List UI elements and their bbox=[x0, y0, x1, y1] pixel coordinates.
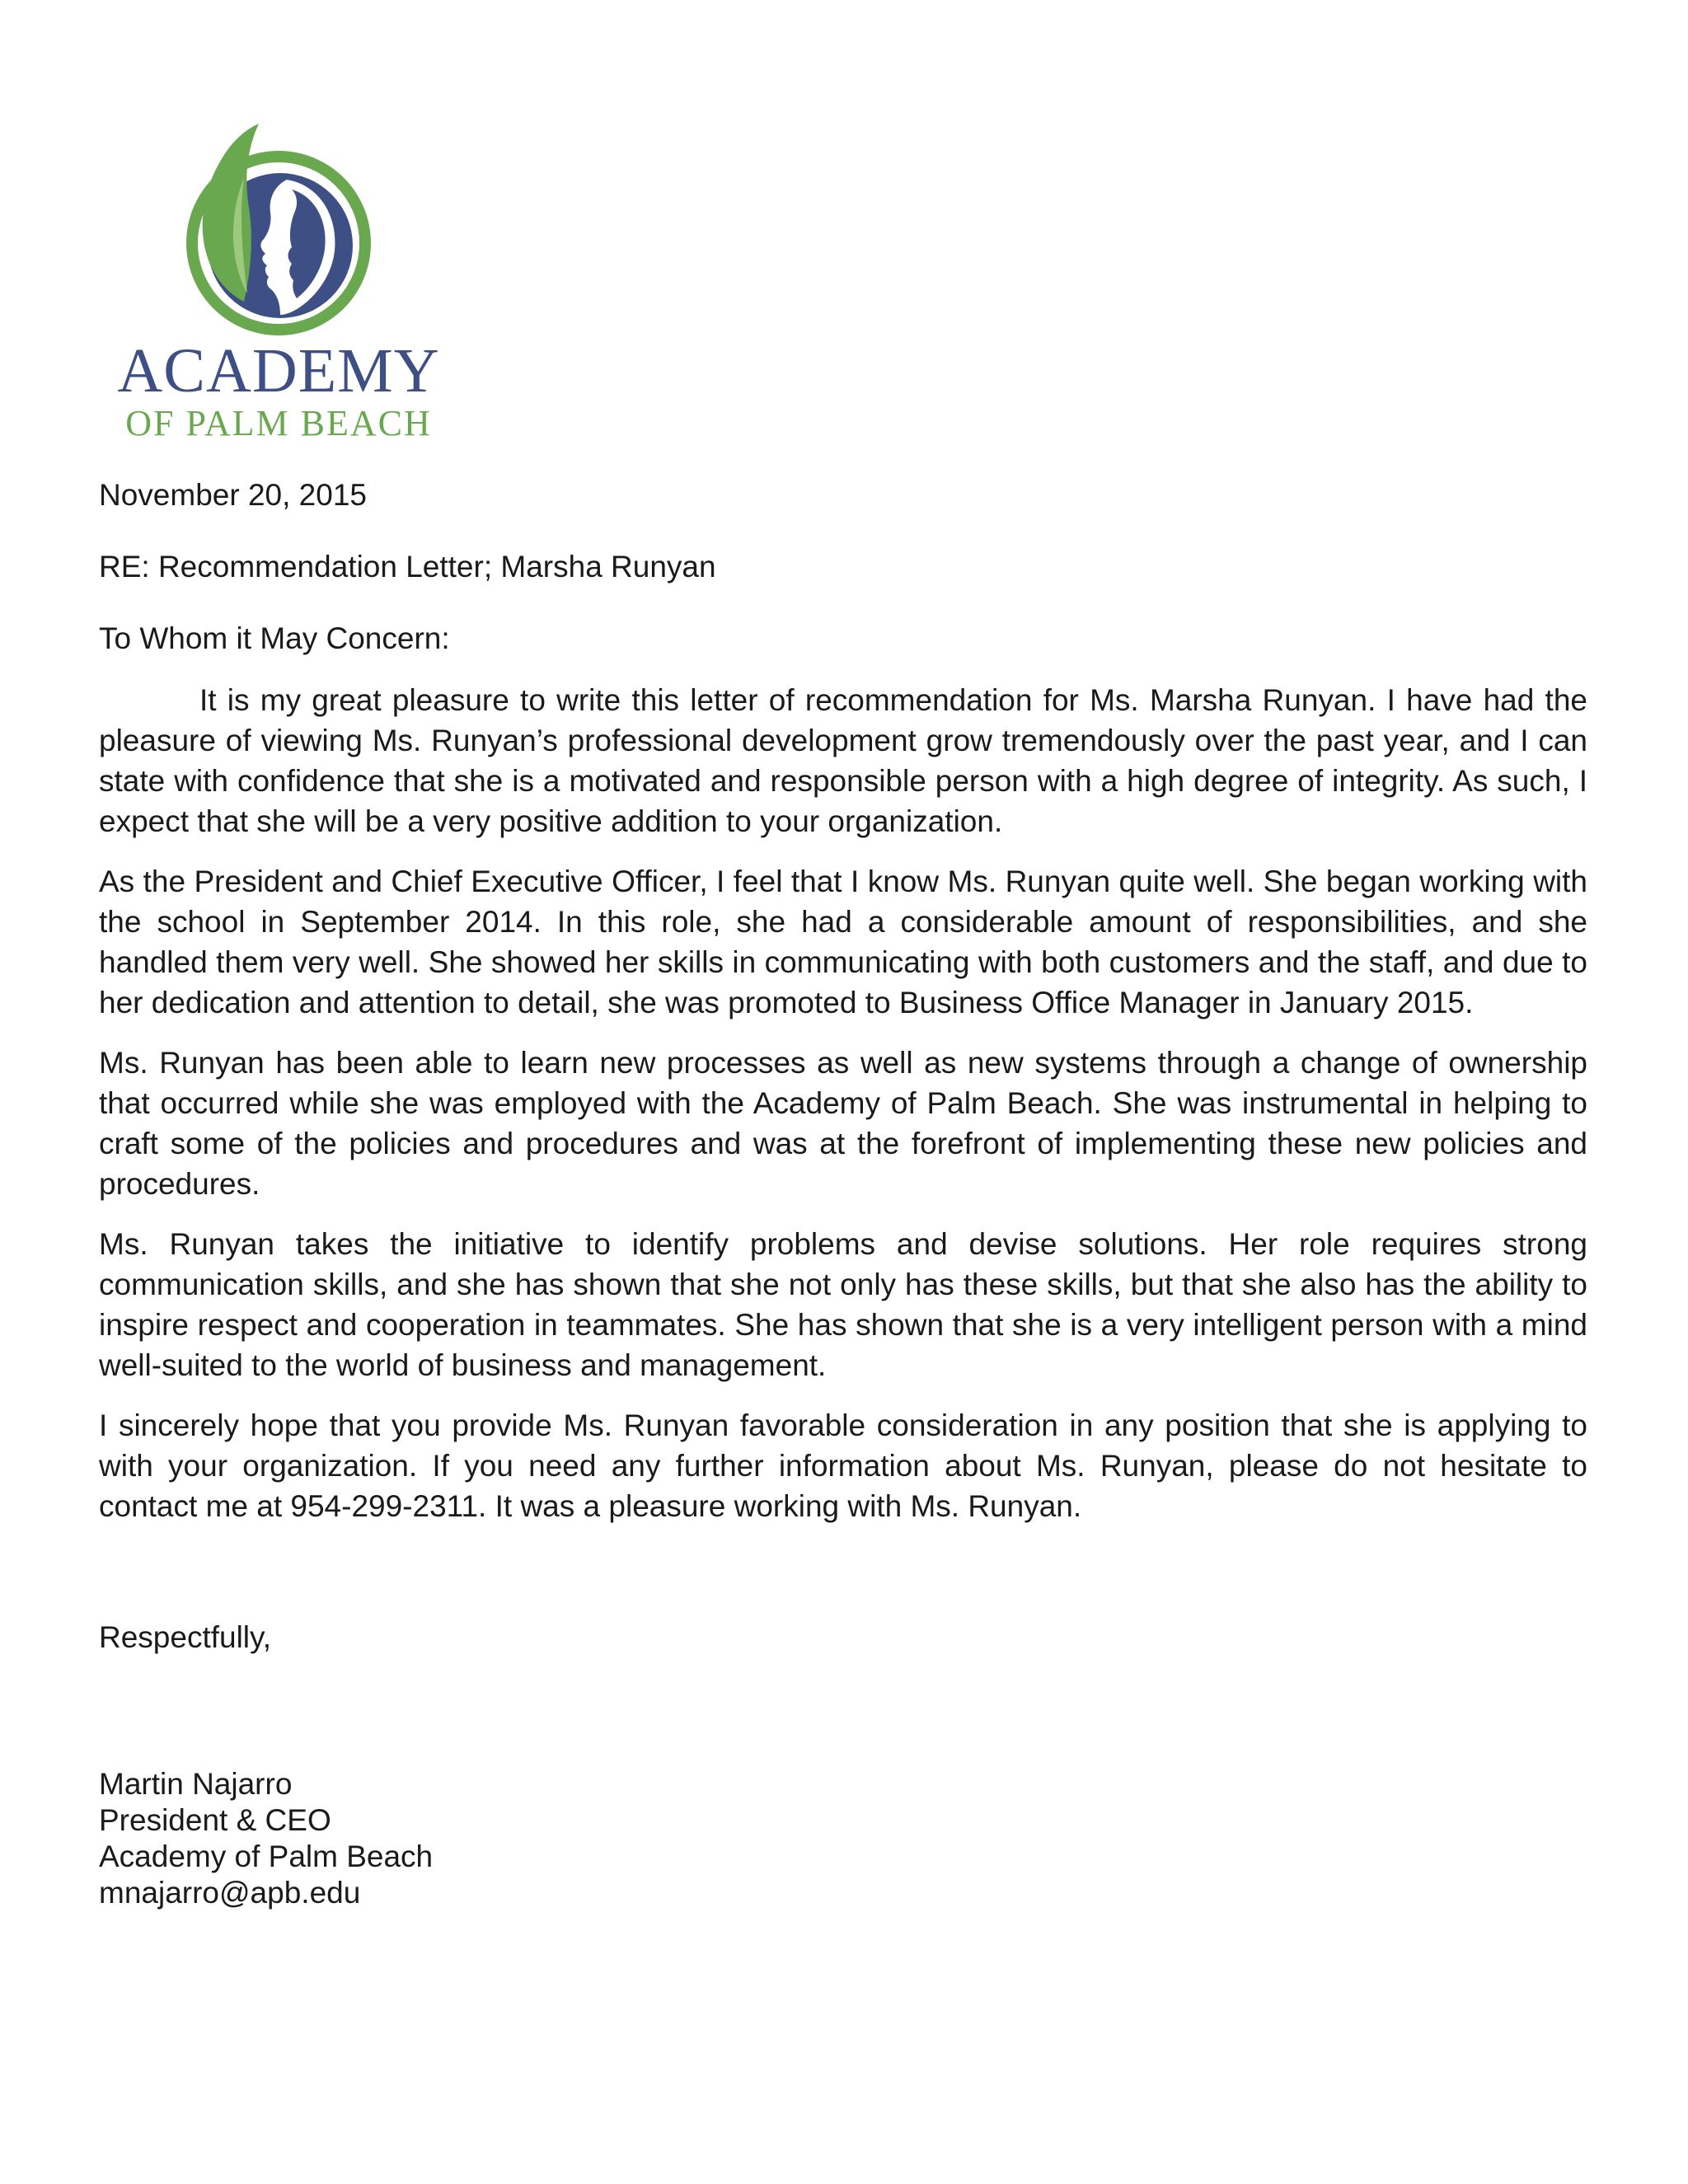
subject-line: RE: Recommendation Letter; Marsha Runyan bbox=[99, 550, 716, 583]
letter-body bbox=[99, 475, 1587, 1911]
logo-subtitle: OF PALM BEACH bbox=[125, 403, 432, 443]
paragraph-1: It is my great pleasure to write this letter of recommendation for Ms. Marsha Runyan. I have had the pleasure of viewing Ms. Runyan’s professional development grow tremendously over the past year, and I can state with confidence that she is a motivated and responsible person with a high degree of integrity. As such, I expect that she will be a very positive addition to your organization. bbox=[99, 683, 1587, 838]
logo-wordmark: ACADEMY bbox=[117, 336, 440, 405]
signer-email: mnajarro@apb.edu bbox=[99, 1876, 361, 1910]
letter-date: November 20, 2015 bbox=[99, 478, 367, 512]
closing: Respectfully, bbox=[99, 1620, 272, 1654]
paragraph-2: As the President and Chief Executive Officer, I feel that I know Ms. Runyan quite well. She began working with the school in September 2014. In this role, she had a considerable amount of responsibilities, and she handled them very well. She showed her skills in communicating with both customers and the staff, and due to her dedication and attention to detail, she was promoted to Business Office Manager in January 2015. bbox=[99, 865, 1587, 1019]
signature-block bbox=[99, 1766, 1587, 1911]
paragraph-4: Ms. Runyan takes the initiative to identify problems and devise solutions. Her role requires strong communication skills, and she has shown that she not only has these skills, but that she also has the ability to inspire respect and cooperation in teammates. She has shown that she is a very intelligent person with a mind well-suited to the world of business and management. bbox=[99, 1227, 1587, 1382]
academy-logo bbox=[97, 99, 460, 443]
signer-organization: Academy of Palm Beach bbox=[99, 1840, 434, 1873]
signer-title: President & CEO bbox=[99, 1803, 331, 1837]
paragraph-3: Ms. Runyan has been able to learn new processes as well as new systems through a change of ownership that occurred while she was employed with the Academy of Palm Beach. She was instrumental in helping to craft some of the policies and procedures and was at the forefront of implementing these new policies and procedures. bbox=[99, 1046, 1587, 1201]
salutation: To Whom it May Concern: bbox=[99, 621, 450, 655]
signer-name: Martin Najarro bbox=[99, 1767, 293, 1801]
paragraph-5: I sincerely hope that you provide Ms. Runyan favorable consideration in any position that she is applying to with your organization. If you need any further information about Ms. Runyan, please do not hesitate to contact me at 954-299-2311. It was a pleasure working with Ms. Runyan. bbox=[99, 1408, 1587, 1523]
